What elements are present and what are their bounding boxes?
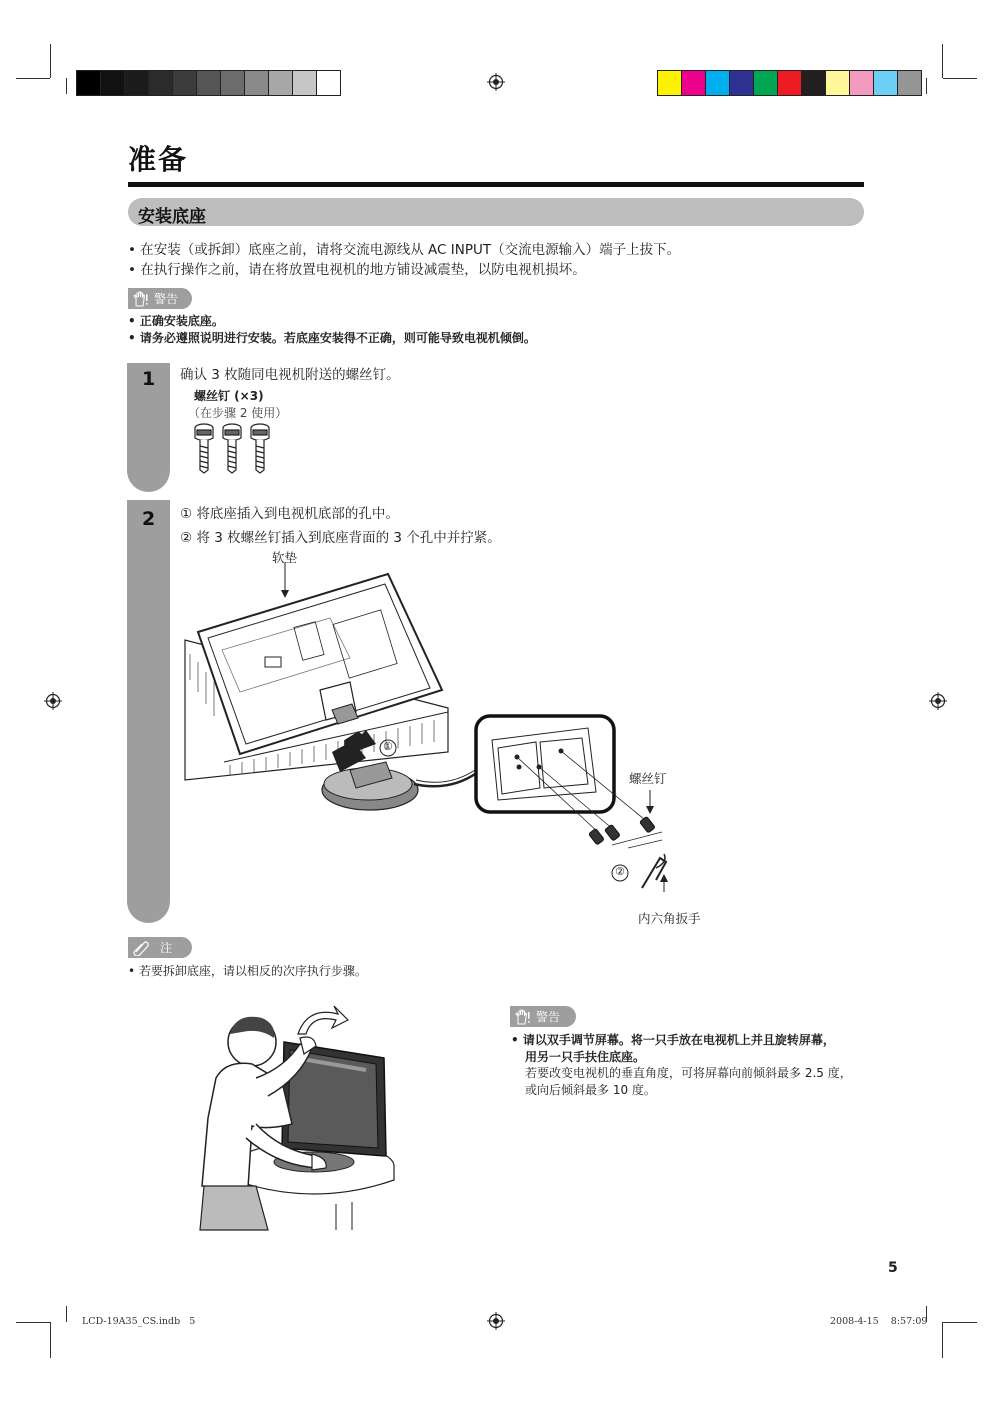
warning-item: • 请以双手调节屏幕。将一只手放在电视机上并且旋转屏幕， [511, 1031, 835, 1048]
color-swatch [197, 71, 221, 95]
wrench-label: 内六角扳手 [638, 911, 701, 926]
diagram-marker: ① [383, 740, 393, 753]
color-swatch [730, 71, 754, 95]
registration-mark-icon [487, 73, 505, 91]
warning-label: 警告 [536, 1010, 561, 1024]
warning-detail: 或向后倾斜最多 10 度。 [525, 1083, 656, 1097]
page-number: 5 [888, 1260, 898, 1276]
warning-item: • 请务必遵照说明进行安装。若底座安装得不正确，则可能导致电视机倾倒。 [128, 329, 536, 346]
diagram-marker: ② [615, 865, 625, 878]
color-swatch [658, 71, 682, 95]
color-swatch [173, 71, 197, 95]
warning-item: • 正确安装底座。 [128, 312, 224, 329]
step-number: 1 [142, 368, 156, 390]
color-swatch [682, 71, 706, 95]
screws-illustration [192, 422, 274, 474]
color-swatch [874, 71, 898, 95]
hand-warning-icon [514, 1009, 532, 1025]
crop-mark [16, 78, 50, 79]
grayscale-color-bar [76, 70, 341, 96]
warning-tag [128, 288, 192, 309]
intro-bullet: • 在执行操作之前，请在将放置电视机的地方铺设减震垫，以防电视机损坏。 [128, 258, 586, 278]
color-swatch [125, 71, 149, 95]
color-swatch [778, 71, 802, 95]
crop-mark [942, 1322, 943, 1358]
section-header-bar [128, 198, 864, 226]
screw-note: （在步骤 2 使用） [188, 406, 288, 420]
crop-mark [943, 78, 977, 79]
crop-mark [66, 1306, 67, 1322]
color-swatch [269, 71, 293, 95]
color-swatch [706, 71, 730, 95]
color-swatch [77, 71, 101, 95]
paperclip-icon [132, 940, 150, 956]
warning-item-cont: 用另一只手扶住底座。 [525, 1050, 646, 1064]
cushion-label: 软垫 [272, 550, 298, 565]
footer-filename: LCD-19A35_CS.indb 5 [82, 1316, 196, 1327]
step-2-line: 将 3 枚螺丝钉插入到底座背面的 3 个孔中并拧紧。 [196, 530, 501, 546]
step-2-bar [127, 500, 170, 923]
screw-label: 螺丝钉 (×3) [194, 389, 264, 403]
warning-detail: 若要改变电视机的垂直角度，可将屏幕向前倾斜最多 2.5 度， [525, 1066, 852, 1080]
crop-mark [66, 78, 67, 94]
crop-mark [942, 44, 943, 78]
page-title: 准备 [128, 143, 189, 176]
registration-mark-icon [929, 692, 947, 710]
registration-mark-icon [487, 1312, 505, 1330]
color-swatch [149, 71, 173, 95]
crop-mark [50, 1322, 51, 1358]
title-rule [128, 182, 864, 187]
stand-installation-diagram [180, 562, 680, 892]
color-swatch [317, 71, 340, 95]
step-2-line: 将底座插入到电视机底部的孔中。 [196, 506, 399, 522]
color-swatch [826, 71, 850, 95]
warning-label: 警告 [154, 292, 179, 306]
process-color-bar [657, 70, 922, 96]
hand-warning-icon [132, 291, 150, 307]
color-swatch [754, 71, 778, 95]
adjust-screen-illustration [196, 998, 402, 1232]
note-label: 注 [160, 941, 173, 955]
color-swatch [898, 71, 921, 95]
registration-mark-icon [44, 692, 62, 710]
color-swatch [802, 71, 826, 95]
crop-mark [943, 1322, 977, 1323]
color-swatch [245, 71, 269, 95]
color-swatch [221, 71, 245, 95]
intro-bullet: • 在安装（或拆卸）底座之前，请将交流电源线从 AC INPUT（交流电源输入）端子上拔下。 [128, 238, 680, 258]
crop-mark [50, 44, 51, 78]
screw-callout-label: 螺丝钉 [629, 771, 667, 786]
crop-mark [16, 1322, 50, 1323]
section-title: 安装底座 [138, 207, 206, 227]
step-marker: ① [180, 506, 193, 522]
note-tag [128, 937, 192, 958]
color-swatch [101, 71, 125, 95]
note-text: • 若要拆卸底座，请以相反的次序执行步骤。 [128, 962, 367, 979]
color-swatch [293, 71, 317, 95]
step-marker: ② [180, 530, 193, 546]
step-number: 2 [142, 508, 156, 530]
warning-tag [510, 1006, 576, 1027]
step-1-text: 确认 3 枚随同电视机附送的螺丝钉。 [180, 367, 400, 383]
color-swatch [850, 71, 874, 95]
crop-mark [926, 78, 927, 94]
footer-timestamp: 2008-4-15 8:57:09 [830, 1316, 928, 1327]
